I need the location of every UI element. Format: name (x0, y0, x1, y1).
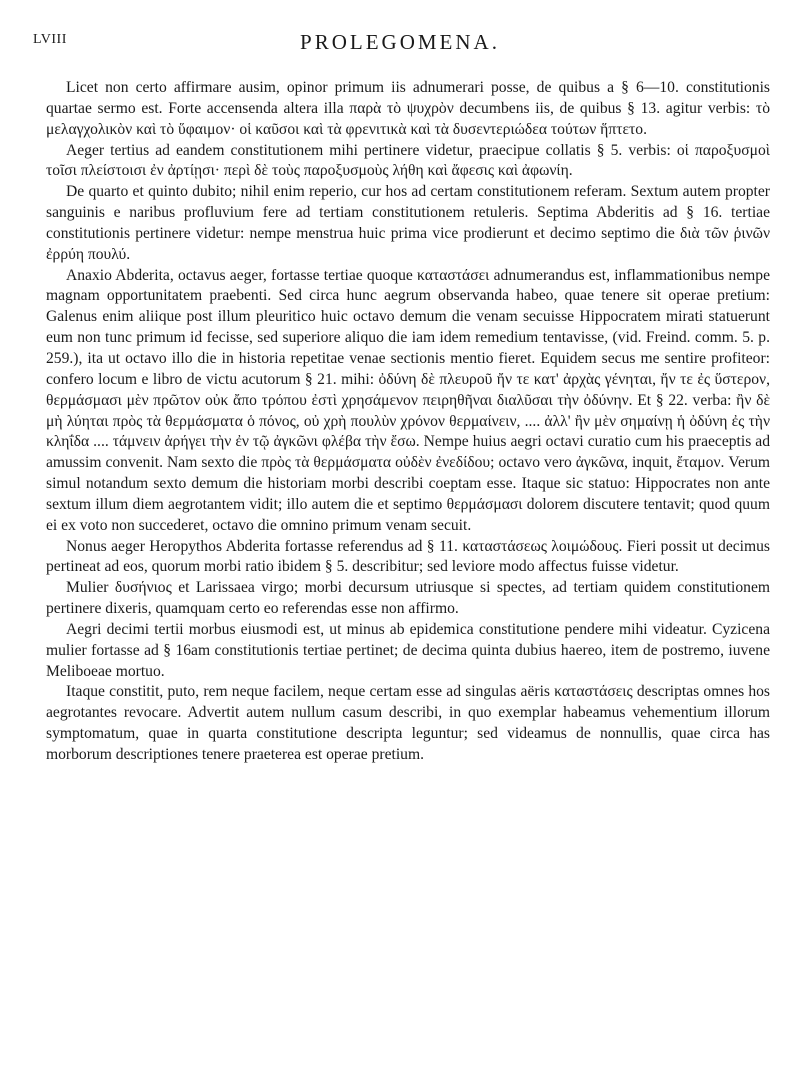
paragraph: Nonus aeger Heropythos Abderita fortasse referendus ad § 11. καταστάσεως λοιμώδους. Fieri possit ut decimus pertineat ad eos, quorum morbi ratio ibidem § 5. describitur; sed leviore modo affectus fuisse videtur. (46, 537, 770, 576)
running-head: PROLEGOMENA. (300, 30, 500, 54)
paragraph: Anaxio Abderita, octavus aeger, fortasse tertiae quoque καταστάσει adnumerandus est, inflammationibus nempe magnam opportunitatem praebenti. Sed circa hunc aegrum observanda habeo, quae tenere sit operae pretium: Galenus enim aliique post illum pleuritico huic octavo demum die venam secuisse Hippocratem mirati statuerunt eum non tunc primum id fecisse, sed superiore aliquo die iam idem remedium tentavisse, (vid. Freind. comm. 5. p. 259.), ita ut octavo illo die in historia repetitae venae sectionis mentio fieret. Equidem secus me sentire profiteor: confero locum e libro de victu acutorum § 21. mihi: ὀδύνη δὲ πλευροῦ ἤν τε κατ' ἀρχὰς γένηται, ἤν τε ἐς ὕστερον, θερμάσμασι μὲν πρῶτον οὐκ ἄπο τρόπου ἐστὶ χρησάμενον πειρηθῆναι διαλῦσαι τὴν ὀδύνην. Et § 22. verba: ἢν δὲ μὴ λύηται πρὸς τὰ θερμάσματα ὁ πόνος, οὐ χρὴ πουλὺν χρόνον θερμαίνειν, .... ἀλλ' ἢν μὲν σημαίνῃ ἡ ὀδύνη ἐς τὴν κληΐδα .... τάμνειν ἀρήγει τὴν ἐν τῷ ἀγκῶνι φλέβα τὴν ἔσω. Nempe huius aegri octavi curatio cum his praeceptis ad amussim convenit. Nam sexto die πρὸς τὰ θερμάσματα οὐδὲν ἐνεδίδου; octavo vero ἀγκῶνα, inquit, ἔταμον. Verum simul notandum sexto demum die historiam morbi describi coeptam esse. Itaque sic statuo: Hippocrates non ante sextum illum diem aegrotantem vidit; illo autem die et septimo θερμάσμασι dolorem discutere tentavit; quod quum ei ex voto non succederet, octavo die omnino primum venam secuit. (46, 266, 770, 534)
paragraph: Aegri decimi tertii morbus eiusmodi est, ut minus ab epidemica constitutione pendere mihi videatur. Cyzicena mulier fortasse ad § 16am constitutionis tertiae pertinet; de decima quinta dubius haereo, item de postremo, iuvene Meliboeae mortuo. (46, 620, 770, 680)
paragraph: Itaque constitit, puto, rem neque facilem, neque certam esse ad singulas aëris καταστάσεις descriptas omnes hos aegrotantes revocare. Advertit autem nullum casum describi, in quo exemplar habeamus vehementium illorum symptomatum, quae in quarta constitutione descripta leguntur; sed videamus de nonnullis, quae circa has morborum descriptiones tenere praeterea est operae pretium. (46, 683, 770, 763)
page-number: LVIII (33, 32, 67, 47)
page-header (33, 30, 767, 56)
paragraph: Aeger tertius ad eandem constitutionem mihi pertinere videtur, praecipue collatis § 5. verbis: οἱ παροξυσμοὶ τοῖσι πλείστοισι ἐν ἀρτίῃσι· περὶ δὲ τοὺς παροξυσμοὺς λήθη καὶ ἄφεσις καὶ ἀφωνίη. (46, 141, 770, 180)
paragraph: De quarto et quinto dubito; nihil enim reperio, cur hos ad certam constitutionem referam. Sextum autem propter sanguinis e naribus profluvium fere ad tertiam constitutionem retuleris. Septima Abderitis ad § 16. tertiae constitutionis pertinere videtur: nempe menstrua huic prima vice prodierunt et decimo septimo die διὰ τῶν ῥινῶν ἐρρύη πουλύ. (46, 183, 770, 263)
paragraph: Licet non certo affirmare ausim, opinor primum iis adnumerari posse, de quibus a § 6—10. constitutionis quartae sermo est. Forte accensenda altera illa παρὰ τὸ ψυχρὸν decumbens iis, de quibus § 13. agitur verbis: τὸ μελαγχολικὸν καὶ τὸ ὕφαιμον· οἱ καῦσοι καὶ τὰ φρενιτικὰ καὶ τὰ δυσεντεριώδεα τούτων ἥπτετο. (46, 79, 770, 138)
body-text (46, 78, 770, 766)
paragraph: Mulier δυσήνιος et Larissaea virgo; morbi decursum utriusque si spectes, ad tertiam quidem constitutionem pertinere dixeris, quamquam certo eo referendas esse non affirmo. (46, 579, 770, 618)
